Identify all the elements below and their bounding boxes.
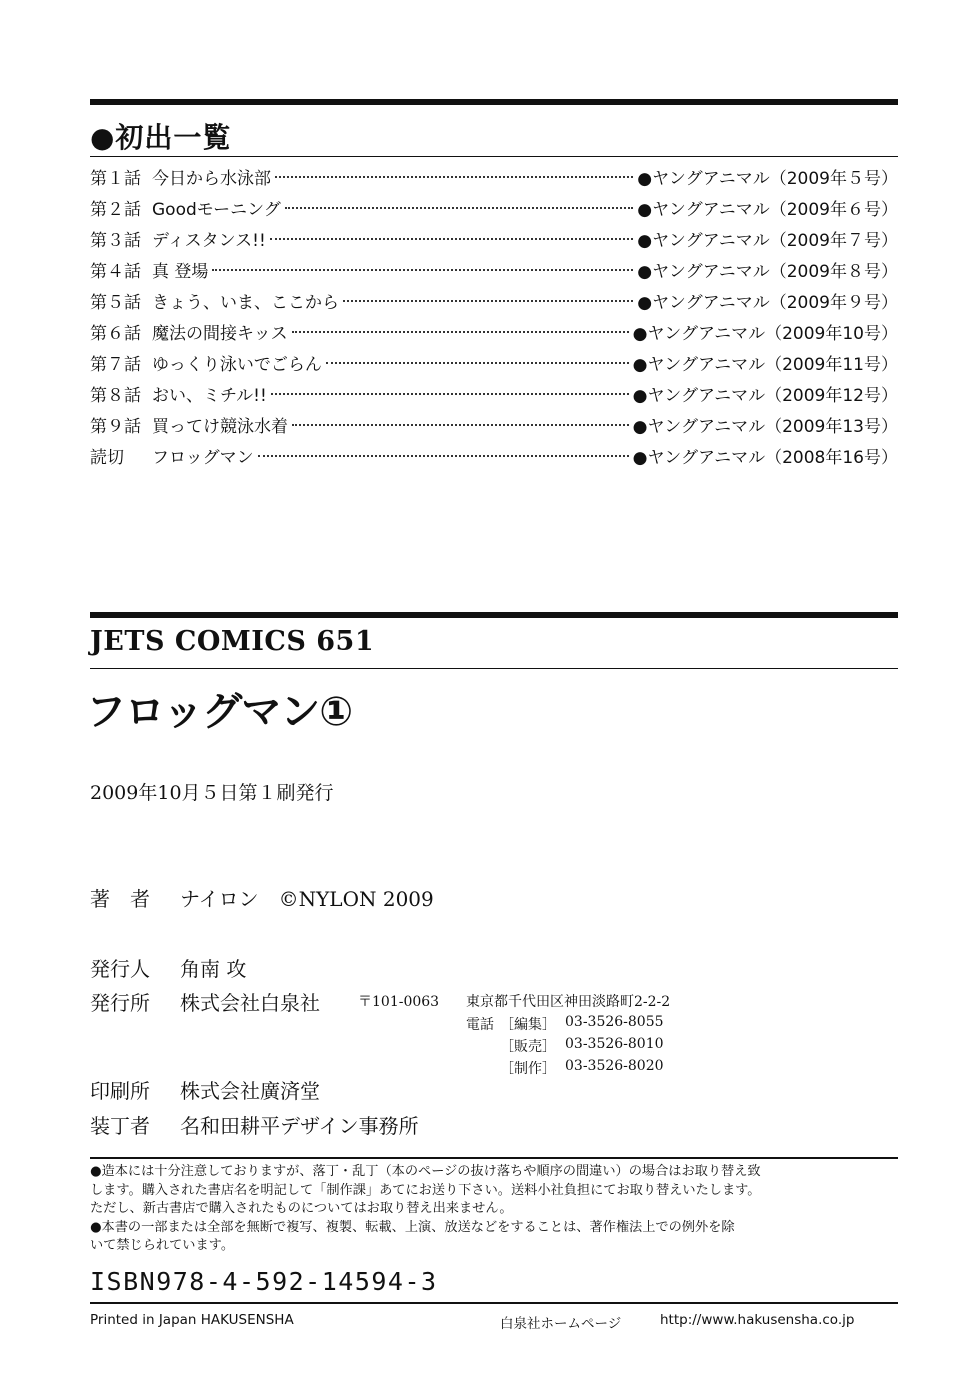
phone-prefix: 電話 <box>466 1017 494 1033</box>
toc-publication: ●ヤングアニマル（2009年13号） <box>632 417 898 437</box>
notice-top-rule <box>90 1157 898 1159</box>
toc-chapter-title: ゆっくり泳いでごらん <box>152 355 322 375</box>
publisher-person-value: 角南 攻 <box>180 957 247 981</box>
toc-chapter-title: 買ってけ競泳水着 <box>152 417 288 437</box>
homepage-url[interactable]: http://www.hakusensha.co.jp <box>660 1312 855 1328</box>
toc-publication: ●ヤングアニマル（2009年９号） <box>637 293 898 313</box>
toc-publication: ●ヤングアニマル（2009年11号） <box>632 355 898 375</box>
notice-line: します。購入された書店名を明記して「制作課」あてにお送り下さい。送料小社負担にてお取り替えいたします。 <box>90 1182 761 1198</box>
phone-dept-production: ［制作］ <box>500 1061 556 1077</box>
toc-chapter-number: 第１話 <box>90 169 141 189</box>
toc-row <box>90 381 898 412</box>
toc-chapter-number: 第７話 <box>90 355 141 375</box>
phone-number-edit: 03-3526-8055 <box>565 1014 664 1030</box>
toc-leader-dots <box>271 393 629 395</box>
top-thick-rule <box>90 99 898 105</box>
toc-publication: ●ヤングアニマル（2009年８号） <box>637 262 898 282</box>
toc-chapter-title: きょう、いま、ここから <box>152 293 339 313</box>
book-title: フロッグマン① <box>86 689 353 735</box>
isbn-underline <box>90 1302 898 1304</box>
notice-line: いて禁じられています。 <box>90 1238 235 1253</box>
toc-chapter-title: 真 登場 <box>152 262 209 282</box>
printer-label: 印刷所 <box>90 1079 150 1103</box>
toc-leader-dots <box>343 300 633 302</box>
author-label: 著 者 <box>90 887 150 911</box>
phone-dept-sales: ［販売］ <box>500 1039 556 1055</box>
first-appearance-heading: ●初出一覧 <box>90 121 232 154</box>
toc-publication: ●ヤングアニマル（2008年16号） <box>632 448 898 468</box>
toc-leader-dots <box>326 362 629 364</box>
toc-chapter-number: 第５話 <box>90 293 141 313</box>
toc-leader-dots <box>212 269 633 271</box>
toc-chapter-number: 第６話 <box>90 324 141 344</box>
notice-line: ただし、新古書店で購入されたものについてはお取り替え出来ません。 <box>90 1201 513 1216</box>
toc-chapter-number: 第３話 <box>90 231 141 251</box>
publisher-label: 発行所 <box>90 991 150 1015</box>
toc-publication: ●ヤングアニマル（2009年12号） <box>632 386 898 406</box>
phone-dept-edit: ［編集］ <box>500 1017 556 1033</box>
toc-publication: ●ヤングアニマル（2009年７号） <box>637 231 898 251</box>
toc-chapter-number: 第４話 <box>90 262 141 282</box>
toc-row <box>90 257 898 288</box>
notice-text <box>90 1163 898 1256</box>
isbn: ISBN978-4-592-14594-3 <box>90 1267 438 1296</box>
notice-line: ●造本には十分注意しておりますが、落丁・乱丁（本のページの抜け落ちや順序の間違い）の場合はお取り替え致 <box>90 1164 761 1179</box>
colophon-thick-rule <box>90 612 898 618</box>
toc-chapter-number: 第９話 <box>90 417 141 437</box>
toc-chapter-title: ディスタンス!! <box>152 231 266 251</box>
publication-date: 2009年10月５日第１刷発行 <box>90 782 334 804</box>
toc-chapter-title: 魔法の間接キッス <box>152 324 288 344</box>
toc-publication: ●ヤングアニマル（2009年６号） <box>637 200 898 220</box>
series-underline <box>90 668 898 669</box>
phone-number-sales: 03-3526-8010 <box>565 1036 664 1052</box>
toc-leader-dots <box>292 424 629 426</box>
designer-label: 装丁者 <box>90 1114 150 1138</box>
toc-row <box>90 412 898 443</box>
publisher-person-label: 発行人 <box>90 957 150 981</box>
toc-chapter-title: おい、ミチル!! <box>152 386 267 406</box>
homepage-label: 白泉社ホームページ <box>500 1316 622 1332</box>
toc-leader-dots <box>270 238 633 240</box>
toc-row <box>90 164 898 195</box>
phone-number-production: 03-3526-8020 <box>565 1058 664 1074</box>
toc-leader-dots <box>258 455 629 457</box>
postal-code: 〒101-0063 <box>358 994 440 1010</box>
toc-publication: ●ヤングアニマル（2009年５号） <box>637 169 898 189</box>
toc-chapter-title: Goodモーニング <box>152 200 281 220</box>
publisher-value: 株式会社白泉社 <box>180 991 320 1015</box>
toc-chapter-number: 読切 <box>90 448 124 468</box>
designer-value: 名和田耕平デザイン事務所 <box>180 1114 419 1138</box>
toc-row <box>90 195 898 226</box>
notice-line: ●本書の一部または全部を無断で複写、複製、転載、上演、放送などをすることは、著作権法上での例外を除 <box>90 1219 735 1235</box>
toc-row <box>90 226 898 257</box>
author-value: ナイロン ©NYLON 2009 <box>180 887 434 911</box>
toc-row <box>90 319 898 350</box>
toc-row <box>90 443 898 474</box>
toc-publication: ●ヤングアニマル（2009年10号） <box>632 324 898 344</box>
toc-row <box>90 350 898 381</box>
printed-in: Printed in Japan HAKUSENSHA <box>90 1312 294 1328</box>
toc-chapter-number: 第８話 <box>90 386 141 406</box>
toc-chapter-title: 今日から水泳部 <box>152 169 271 189</box>
toc-chapter-number: 第２話 <box>90 200 141 220</box>
first-appearance-list <box>90 164 898 474</box>
address: 東京都千代田区神田淡路町2-2-2 <box>466 994 671 1010</box>
series-name: JETS COMICS 651 <box>90 626 375 657</box>
toc-row <box>90 288 898 319</box>
heading-underline <box>90 156 898 157</box>
toc-leader-dots <box>275 176 633 178</box>
toc-leader-dots <box>285 207 634 209</box>
toc-chapter-title: フロッグマン <box>152 448 254 468</box>
printer-value: 株式会社廣済堂 <box>180 1079 320 1103</box>
toc-leader-dots <box>292 331 629 333</box>
